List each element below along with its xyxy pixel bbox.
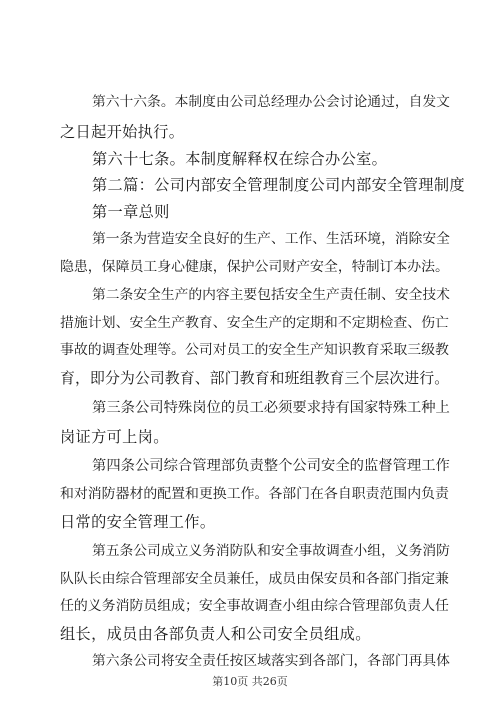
paragraph-line: 第六十六条。本制度由公司总经理办公会讨论通过，自发文 [92,94,450,110]
paragraph-line: 之日起开始执行。 [60,123,185,141]
paragraph-line: 日常的安全管理工作。 [60,513,216,531]
paragraph-line: 任的义务消防员组成；安全事故调查小组由综合管理部负责人任 [60,598,449,614]
paragraph-line: 和对消防器材的配置和更换工作。各部门在各自职责范围内负责 [60,486,449,502]
paragraph-line: 第六条公司将安全责任按区域落实到各部门，各部门再具体 [92,653,450,669]
paragraph-line: 事故的调查处理等。公司对员工的安全生产知识教育采取三级教 [60,342,449,358]
chapter-heading: 第一章总则 [92,203,170,221]
paragraph-line: 隐患，保障员工身心健康，保护公司财产安全，特制订本办法。 [60,259,449,275]
paragraph-line: 队队长由综合管理部安全员兼任，成员由保安员和各部门指定兼 [60,571,449,587]
paragraph-line: 措施计划、安全生产教育、安全生产的定期和不定期检查、伤亡 [60,315,449,331]
paragraph-line: 育，即分为公司教育、部门教育和班组教育三个层次进行。 [60,369,450,387]
paragraph-line: 岗证方可上岗。 [60,428,169,446]
paragraph-line: 第三条公司特殊岗位的员工必须要求持有国家特殊工种上 [92,400,450,416]
section-heading: 第二篇：公司内部安全管理制度公司内部安全管理制度 [92,176,465,194]
paragraph-line: 组长，成员由各部负责人和公司安全员组成。 [60,625,371,643]
paragraph-line: 第一条为营造安全良好的生产、工作、生活环境，消除安全 [92,231,450,247]
paragraph-line: 第六十七条。本制度解释权在综合办公室。 [92,150,388,168]
paragraph-line: 第二条安全生产的内容主要包括安全生产责任制、安全技术 [92,287,450,303]
page-number-footer: 第10页 共26页 [212,675,288,688]
paragraph-line: 第五条公司成立义务消防队和安全事故调查小组，义务消防 [92,543,450,559]
paragraph-line: 第四条公司综合管理部负责整个公司安全的监督管理工作 [92,458,450,474]
